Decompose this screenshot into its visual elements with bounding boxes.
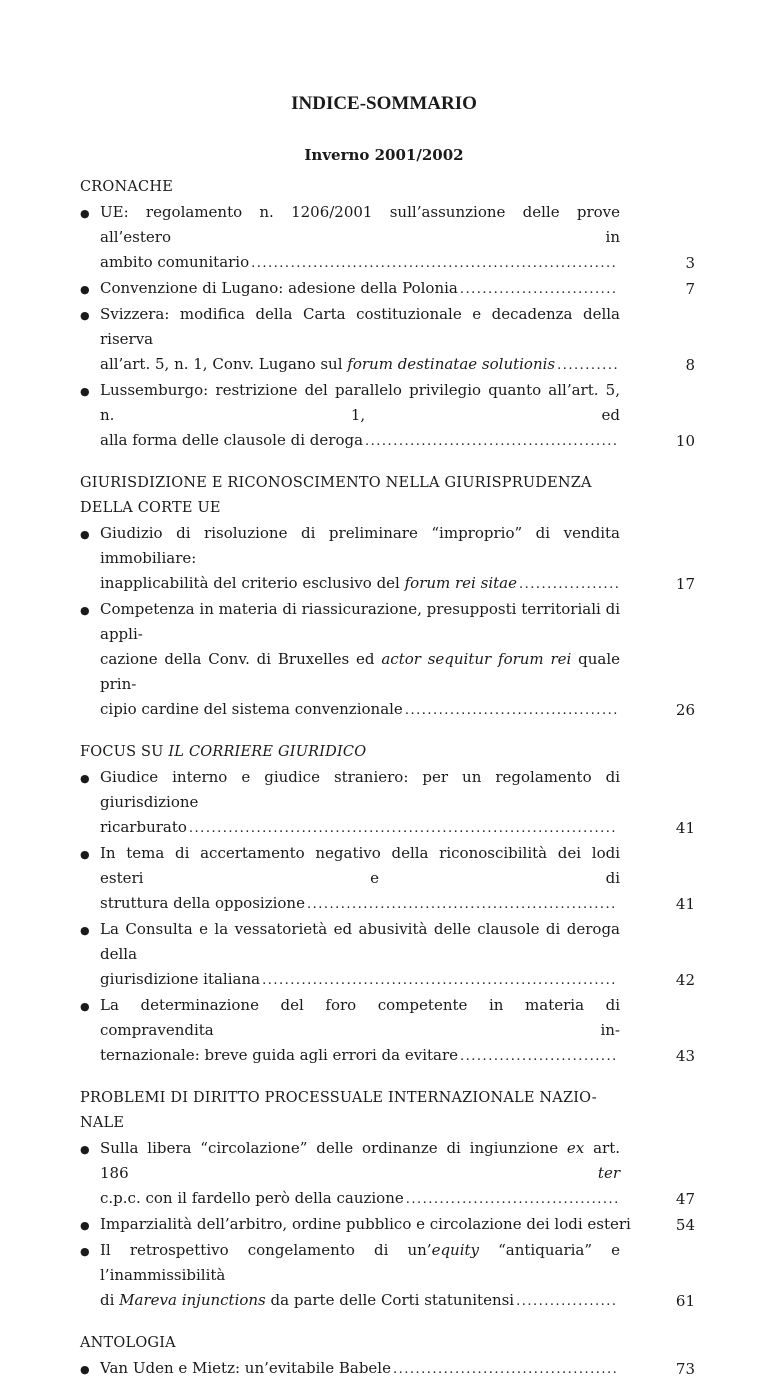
section-focus <box>80 740 695 1069</box>
bullet-icon: ● <box>80 309 90 322</box>
entry-text: “antiquaria” e l’inammissibilità <box>100 1241 620 1284</box>
section-cronache <box>80 175 695 454</box>
bullet-icon: ● <box>80 924 90 937</box>
toc-entry <box>80 378 695 454</box>
entry-text: ambito comunitario <box>100 253 250 271</box>
bullet-icon: ● <box>80 1363 90 1376</box>
bullet-icon: ● <box>80 1143 90 1156</box>
bullet-icon: ● <box>80 1245 90 1258</box>
page-number: 8 <box>685 356 695 374</box>
heading-text-italic: IL CORRIERE GIURIDICO <box>168 744 367 760</box>
bullet-icon: ● <box>80 1219 90 1232</box>
section-problemi <box>80 1086 695 1314</box>
dot-leader <box>519 572 618 597</box>
toc-entry <box>80 521 695 597</box>
entry-text: ternazionale: breve guida agli errori da evitare <box>100 1046 459 1064</box>
entry-text: La Consulta e la vessatorietà ed abusività delle clausole di deroga della <box>100 920 620 963</box>
toc-entry <box>80 917 695 993</box>
toc-entry <box>80 1212 695 1238</box>
page-number: 26 <box>675 701 695 719</box>
entry-text-italic: ex <box>566 1139 585 1157</box>
bullet-icon: ● <box>80 1000 90 1013</box>
toc-entry <box>80 200 695 276</box>
bullet-icon: ● <box>80 772 90 785</box>
entry-text: Giudice interno e giudice straniero: per un regolamento di giurisdizione <box>100 768 620 811</box>
heading-text: FOCUS SU <box>80 744 169 760</box>
entry-text: inapplicabilità del criterio esclusivo del <box>100 574 405 592</box>
section-heading <box>80 740 690 765</box>
section-antologia <box>80 1331 695 1382</box>
bullet-icon: ● <box>80 283 90 296</box>
page-subtitle: Inverno 2001/2002 <box>304 146 464 164</box>
section-heading: CRONACHE <box>80 179 173 195</box>
toc-entry <box>80 765 695 841</box>
page-number: 61 <box>675 1292 695 1310</box>
dot-leader <box>365 429 618 454</box>
entry-text: all’art. 5, n. 1, Conv. Lugano sul <box>100 355 348 373</box>
dot-leader <box>516 1289 618 1314</box>
dot-leader <box>393 1357 618 1382</box>
entry-text: Convenzione di Lugano: adesione della Polonia <box>100 279 458 297</box>
section-heading: GIURISDIZIONE E RICONOSCIMENTO NELLA GIURISPRUDENZA <box>80 475 592 491</box>
page-number: 42 <box>675 971 695 989</box>
entry-text-italic: equity <box>431 1241 480 1259</box>
bullet-icon: ● <box>80 385 90 398</box>
table-of-contents <box>80 175 695 1399</box>
entry-text-italic: actor sequitur forum rei <box>381 650 572 668</box>
page-number: 17 <box>675 575 695 593</box>
entry-text: Il retrospettivo congelamento di un’ <box>100 1241 432 1259</box>
dot-leader <box>307 892 618 917</box>
toc-entry <box>80 1238 695 1314</box>
dot-leader <box>251 251 618 276</box>
entry-text-italic: ter <box>597 1164 620 1182</box>
entry-text: di <box>100 1291 120 1309</box>
entry-text: da parte delle Corti statunitensi <box>265 1291 515 1309</box>
dot-leader <box>460 1044 618 1069</box>
page-number: 10 <box>675 432 695 450</box>
section-giurisdizione <box>80 471 695 723</box>
dot-leader <box>557 353 618 378</box>
dot-leader <box>405 698 618 723</box>
entry-text: Imparzialità dell’arbitro, ordine pubblico e circolazione dei lodi esteri <box>100 1215 631 1233</box>
page-number: 73 <box>675 1360 695 1378</box>
toc-entry <box>80 1356 695 1382</box>
entry-text: cazione della Conv. di Bruxelles ed <box>100 650 382 668</box>
entry-text: Giudizio di risoluzione di preliminare “improprio” di vendita immobiliare: <box>100 524 620 567</box>
section-heading: NALE <box>80 1115 125 1131</box>
dot-leader <box>460 277 618 302</box>
entry-text: alla forma delle clausole di deroga <box>100 431 364 449</box>
toc-entry <box>80 597 695 723</box>
dot-leader <box>262 968 618 993</box>
toc-entry <box>80 302 695 378</box>
toc-entry <box>80 993 695 1069</box>
entry-text: Svizzera: modifica della Carta costituzionale e decadenza della riserva <box>100 305 620 348</box>
toc-entry <box>80 276 695 302</box>
entry-text: giurisdizione italiana <box>100 970 261 988</box>
dot-leader <box>189 816 618 841</box>
page-number: 3 <box>685 254 695 272</box>
page-number: 41 <box>675 895 695 913</box>
page-number: 7 <box>685 280 695 298</box>
entry-text: In tema di accertamento negativo della riconoscibilità dei lodi esteri e di <box>100 844 620 887</box>
page-number: 54 <box>675 1216 695 1234</box>
bullet-icon: ● <box>80 528 90 541</box>
entry-text: art. 186 <box>100 1139 620 1182</box>
entry-text: ricarburato <box>100 818 187 836</box>
entry-text: struttura della opposizione <box>100 894 305 912</box>
section-heading: ANTOLOGIA <box>80 1335 176 1351</box>
bullet-icon: ● <box>80 604 90 617</box>
entry-text: Competenza in materia di riassicurazione, presupposti territoriali di appli- <box>100 600 620 643</box>
page-title: INDICE-SOMMARIO <box>291 93 477 114</box>
bullet-icon: ● <box>80 207 90 220</box>
entry-text: Lussemburgo: restrizione del parallelo privilegio quanto all’art. 5, n. 1, ed <box>100 381 620 424</box>
toc-entry <box>80 841 695 917</box>
page-number: 41 <box>675 819 695 837</box>
entry-text: La determinazione del foro competente in materia di compravendita in- <box>100 996 620 1039</box>
entry-text: Sulla libera “circolazione” delle ordinanze di ingiunzione <box>100 1139 567 1157</box>
entry-text: cipio cardine del sistema convenzionale <box>100 700 403 718</box>
entry-text: c.p.c. con il fardello però della cauzione <box>100 1189 404 1207</box>
toc-entry <box>80 1136 695 1212</box>
entry-text: UE: regolamento n. 1206/2001 sull’assunzione delle prove all’estero in <box>100 203 620 246</box>
entry-text-italic: forum destinatae solutionis <box>347 355 556 373</box>
entry-text-italic: Mareva injunctions <box>119 1291 266 1309</box>
page-number: 47 <box>675 1190 695 1208</box>
section-heading: PROBLEMI DI DIRITTO PROCESSUALE INTERNAZIONALE NAZIO- <box>80 1090 597 1106</box>
entry-text: quale prin- <box>100 650 620 693</box>
section-heading: DELLA CORTE UE <box>80 500 221 516</box>
dot-leader <box>406 1187 618 1212</box>
entry-text-italic: forum rei sitae <box>404 574 517 592</box>
page-number: 43 <box>675 1047 695 1065</box>
entry-text: Van Uden e Mietz: un’evitabile Babele <box>100 1359 391 1377</box>
bullet-icon: ● <box>80 848 90 861</box>
